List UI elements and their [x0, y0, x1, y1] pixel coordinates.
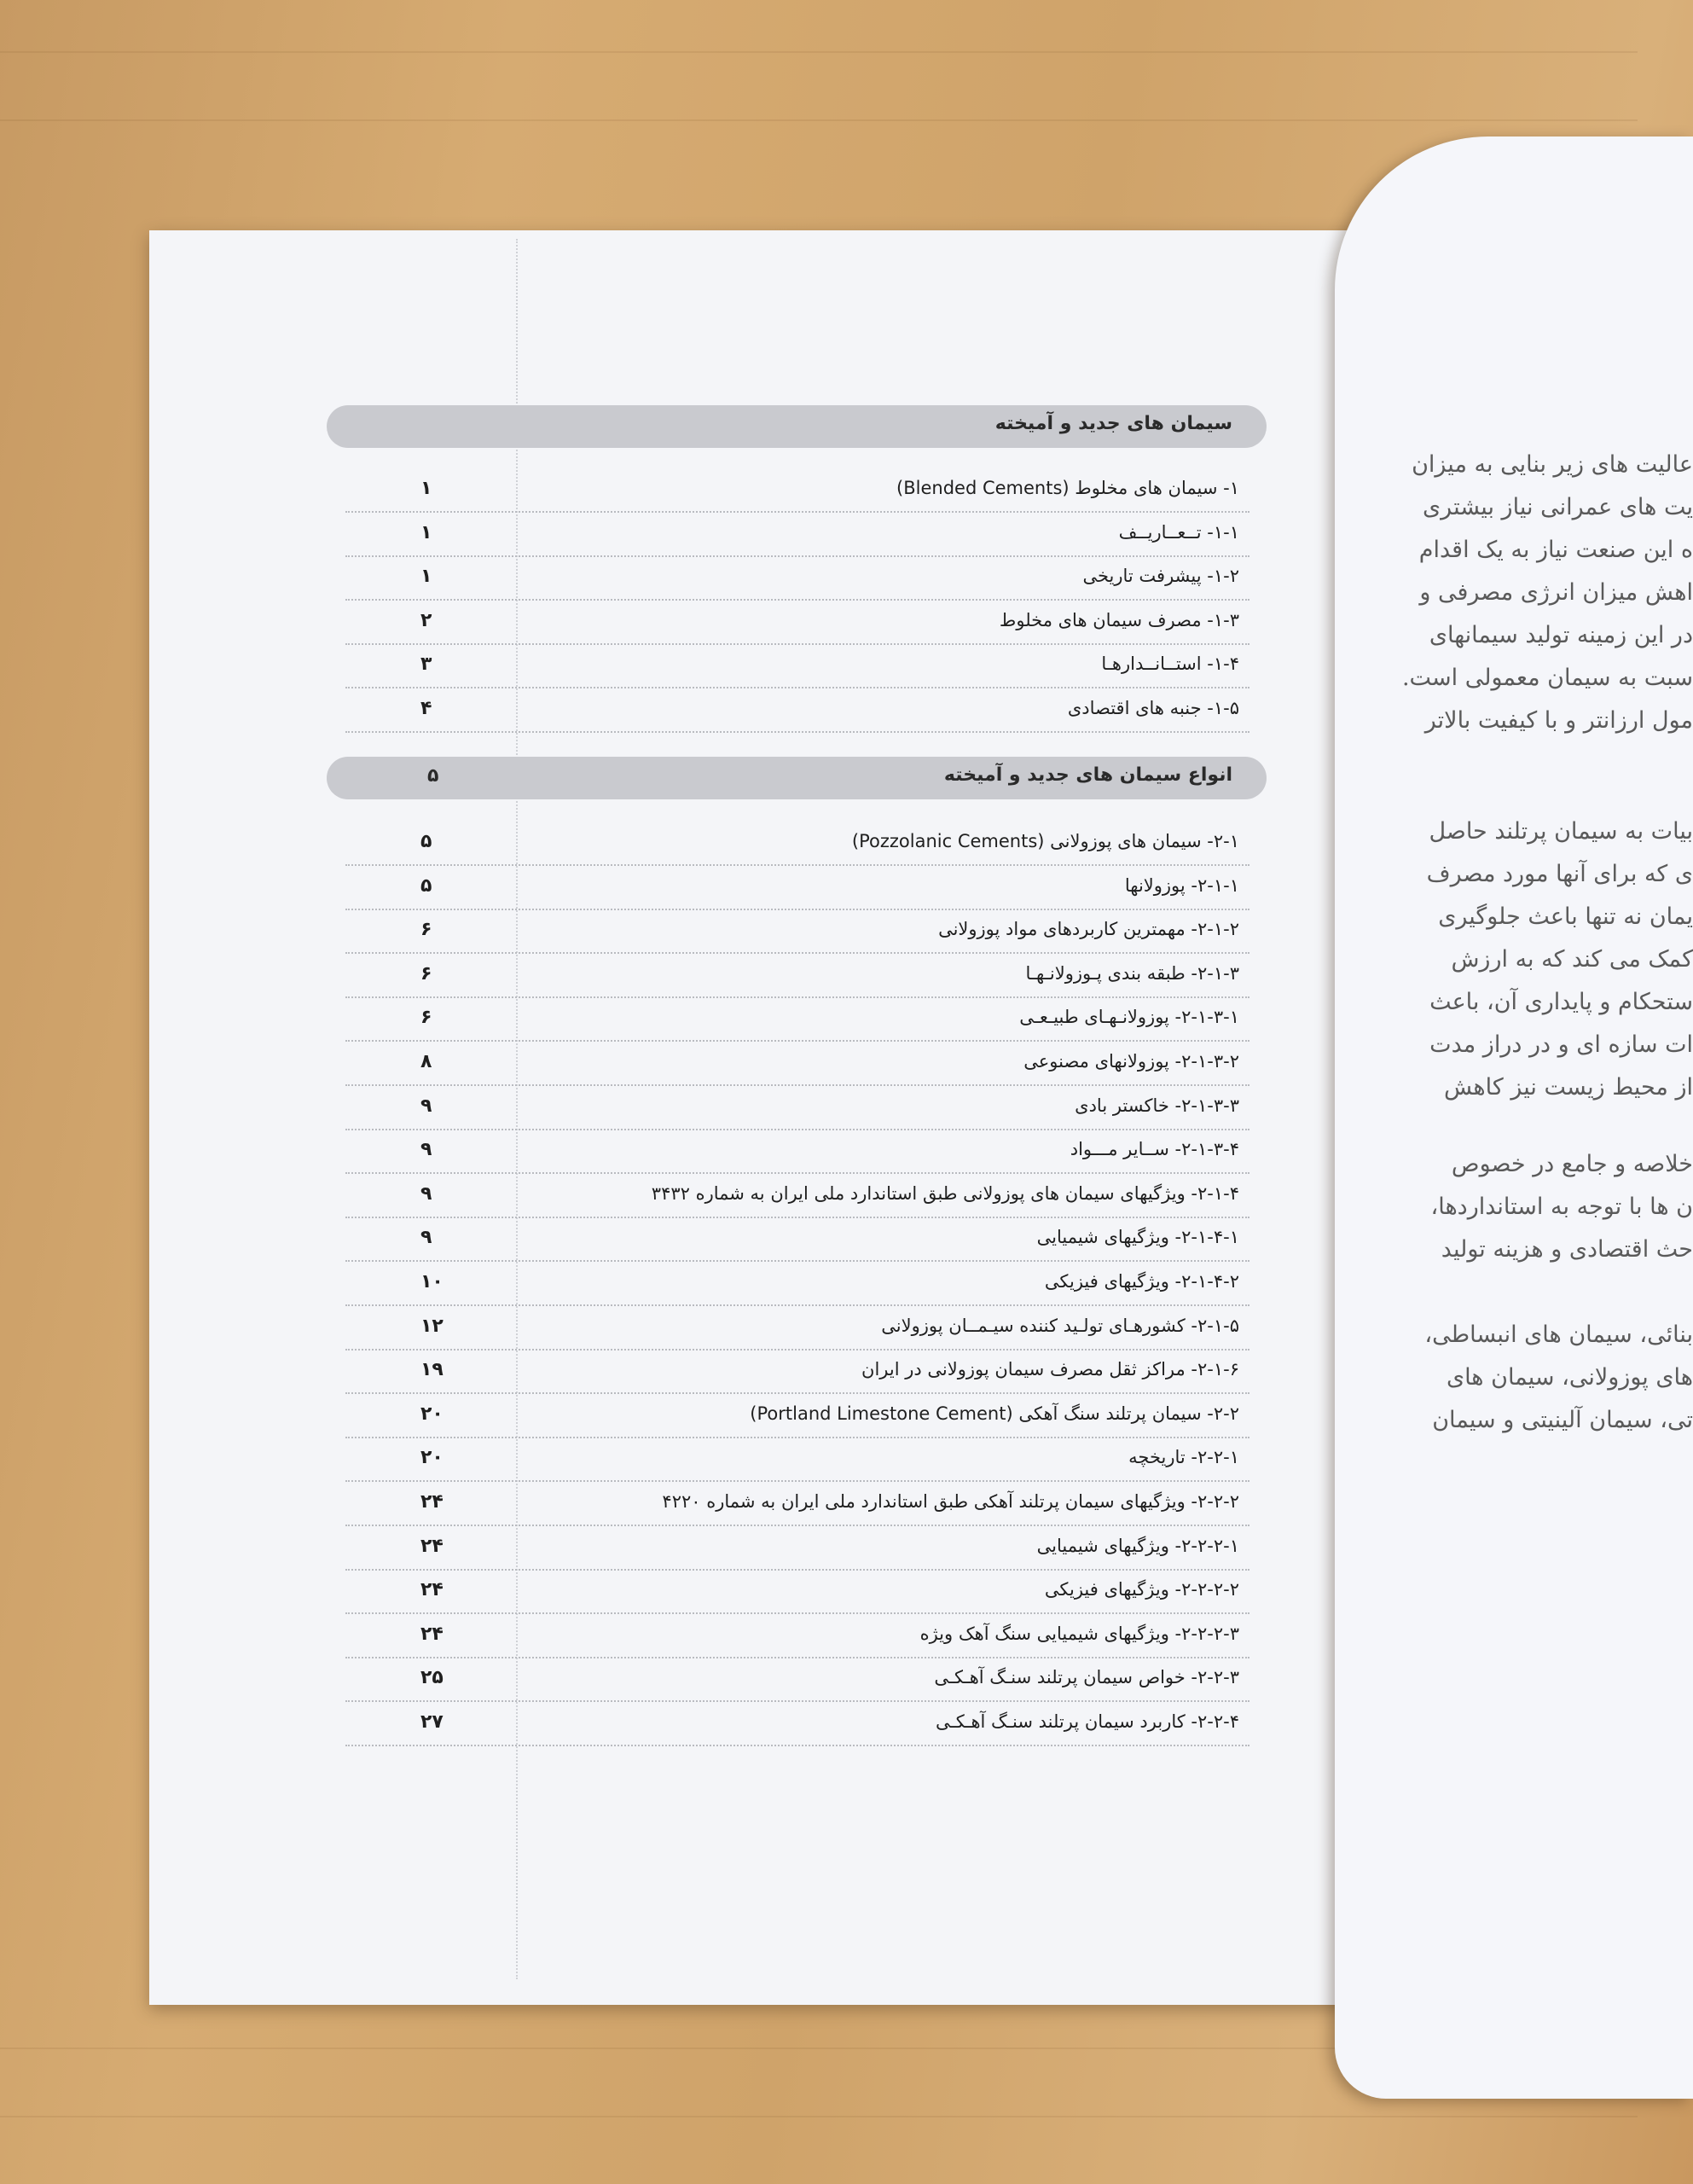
toc-entry-page-number: ۱۹: [420, 1359, 444, 1381]
facing-page-line: یمان نه تنها باعث جلوگیری: [1438, 903, 1693, 930]
toc-entry-page-number: ۲۰: [420, 1403, 444, 1425]
toc-entry-title: ۲-۲-۲- ویژگیهای سیمان پرتلند آهکی طبق استاندارد ملی ایران به شماره ۴۲۲۰: [662, 1491, 1239, 1512]
facing-page-line: بنائی، سیمان های انبساطی،: [1424, 1321, 1693, 1348]
facing-page-line: مول ارزانتر و با کیفیت بالاتر: [1424, 707, 1693, 734]
facing-page-line: حث اقتصادی و هزینه تولید: [1441, 1236, 1693, 1263]
toc-entry[interactable]: [345, 468, 1249, 513]
section-page-number: ۵: [427, 765, 439, 787]
toc-entry-title: ۲-۱-۳-۱- پوزولانـهـای طبیـعـی: [1019, 1007, 1239, 1028]
section-title: انواع سیمان های جدید و آمیخته: [943, 764, 1232, 786]
toc-entry-page-number: ۶: [420, 919, 432, 941]
facing-page-line: یت های عمرانی نیاز بیشتری: [1423, 494, 1693, 520]
toc-entry-page-number: ۱۲: [420, 1315, 444, 1337]
toc-entry[interactable]: [345, 1349, 1249, 1394]
toc-entry-page-number: ۲۴: [420, 1579, 444, 1601]
toc-entry-page-number: ۴: [420, 698, 432, 719]
toc-entry-title: ۲-۱-۳-۴- ســایر مـــواد: [1070, 1139, 1239, 1160]
facing-page-line: در این زمینه تولید سیمانهای: [1429, 622, 1693, 648]
toc-entry-page-number: ۹: [420, 1227, 432, 1249]
toc-entry-title: ۲-۲-۱- تاریخچه: [1128, 1447, 1239, 1468]
toc-entry[interactable]: [345, 1393, 1249, 1438]
facing-page-line: ات سازه ای و در دراز مدت: [1429, 1031, 1693, 1058]
facing-page-line: از محیط زیست نیز کاهش: [1444, 1074, 1693, 1101]
toc-entry-title: ۲-۱-۵- کشورهـای تولـید کننده سیـمــان پوزولانی: [881, 1315, 1239, 1336]
toc-entry[interactable]: [345, 1129, 1249, 1174]
toc-entry[interactable]: [345, 1701, 1249, 1746]
toc-entry[interactable]: [345, 953, 1249, 998]
toc-entry[interactable]: [345, 1305, 1249, 1350]
toc-entry-page-number: ۶: [420, 962, 432, 985]
toc-entry[interactable]: [345, 600, 1249, 645]
toc-entry-title: ۲-۲-۲-۳- ویژگیهای شیمیایی سنگ آهک ویژه: [919, 1623, 1239, 1644]
toc-entry-page-number: ۲۵: [420, 1667, 444, 1689]
toc-entry-title: ۲-۱-۴-۱- ویژگیهای شیمیایی: [1036, 1227, 1239, 1248]
toc-entry-page-number: ۵: [420, 831, 432, 852]
facing-page-line: تی، سیمان آلینیتی و سیمان: [1432, 1407, 1693, 1433]
toc-entry-title: ۲-۲-۴- کاربرد سیمان پرتلند سنـگ آهـکـی: [936, 1711, 1239, 1732]
toc-entry-page-number: ۶: [420, 1007, 432, 1029]
toc-entry-title: ۱- سیمان های مخلوط (Blended Cements): [896, 478, 1239, 498]
section-header: [327, 405, 1267, 448]
wood-grain: [0, 51, 1638, 53]
toc-entry-title: ۲-۱-۴- ویژگیهای سیمان های پوزولانی طبق استاندارد ملی ایران به شماره ۳۴۳۲: [651, 1182, 1239, 1204]
toc-entry-title: ۲-۲-۳- خواص سیمان پرتلند سنـگ آهـکـی: [934, 1667, 1239, 1688]
section-header: [327, 757, 1267, 799]
facing-page: [1335, 136, 1693, 2099]
toc-entry[interactable]: [345, 1437, 1249, 1482]
facing-paragraph-1: [1386, 444, 1693, 742]
toc-entry[interactable]: [345, 909, 1249, 954]
toc-entry-title: ۱-۳- مصرف سیمان های مخلوط: [999, 609, 1239, 630]
toc-entry-title: ۲-۱-۳- طبقه بندی پـوزولانـهـا: [1025, 962, 1239, 984]
toc-entry-page-number: ۲۰: [420, 1447, 444, 1469]
toc-entry-title: ۱-۵- جنبه های اقتصادی: [1067, 698, 1239, 718]
facing-page-line: خلاصه و جامع در خصوص: [1451, 1151, 1693, 1177]
toc-entry[interactable]: [345, 1569, 1249, 1614]
facing-page-line: اهش میزان انرژی مصرفی و: [1419, 579, 1693, 606]
toc-entry[interactable]: [345, 688, 1249, 733]
facing-paragraph-2: [1386, 810, 1693, 1109]
toc-entry[interactable]: [345, 555, 1249, 601]
toc-entry-page-number: ۲۴: [420, 1491, 444, 1513]
facing-page-line: سبت به سیمان معمولی است.: [1401, 665, 1693, 691]
facing-page-line: ه این صنعت نیاز به یک اقدام: [1418, 537, 1693, 563]
toc-entry-page-number: ۲۷: [420, 1711, 444, 1733]
toc-entry[interactable]: [345, 1217, 1249, 1262]
toc-entry[interactable]: [345, 512, 1249, 557]
toc-entry-page-number: ۱: [420, 478, 432, 499]
facing-page-line: ن ها با توجه به استانداردها،: [1430, 1194, 1693, 1220]
toc-entry[interactable]: [345, 1481, 1249, 1526]
toc-entry-title: ۲-۲-۲-۲- ویژگیهای فیزیکی: [1044, 1579, 1239, 1600]
toc-entry-page-number: ۵: [420, 874, 432, 897]
toc-entry-page-number: ۸: [420, 1051, 432, 1072]
toc-entry-title: ۲-۱- سیمان های پوزولانی (Pozzolanic Cements): [851, 831, 1239, 851]
toc-entry-title: ۱-۲- پیشرفت تاریخی: [1082, 566, 1239, 587]
toc-entry-title: ۲-۱-۴-۲- ویژگیهای فیزیکی: [1044, 1271, 1239, 1292]
toc-entry[interactable]: [345, 1261, 1249, 1306]
facing-page-line: ی که برای آنها مورد مصرف: [1426, 861, 1693, 887]
toc-entry[interactable]: [345, 996, 1249, 1042]
toc-entry-page-number: ۹: [420, 1182, 432, 1205]
toc-entry-title: ۲-۱-۱- پوزولانها: [1124, 874, 1239, 896]
facing-page-line: های پوزولانی، سیمان های: [1446, 1364, 1693, 1391]
toc-entry-page-number: ۳: [420, 653, 432, 676]
toc-entry-page-number: ۱۰: [420, 1271, 444, 1292]
toc-entry-page-number: ۲۴: [420, 1623, 444, 1645]
toc-entry[interactable]: [345, 865, 1249, 910]
facing-paragraph-4: [1386, 1314, 1693, 1442]
toc-entry[interactable]: [345, 1613, 1249, 1658]
toc-entry-title: ۲-۲-۲-۱- ویژگیهای شیمیایی: [1036, 1535, 1239, 1556]
toc-entry-title: ۱-۱- تــعــاریــف: [1118, 521, 1239, 543]
toc-entry[interactable]: [345, 1041, 1249, 1086]
toc-entry-page-number: ۱: [420, 521, 432, 543]
toc-entry-title: ۲-۲- سیمان پرتلند سنگ آهکی (Portland Limestone Cement): [750, 1403, 1239, 1424]
toc-entry-title: ۲-۱-۳-۳- خاکستر بادی: [1075, 1095, 1239, 1116]
toc-entry-title: ۲-۱-۶- مراکز ثقل مصرف سیمان پوزولانی در ایران: [861, 1359, 1239, 1380]
toc-entry[interactable]: [345, 1085, 1249, 1130]
toc-entry[interactable]: [345, 1173, 1249, 1218]
toc-entry-title: ۲-۱-۲- مهمترین کاربردهای مواد پوزولانی: [938, 919, 1239, 940]
facing-page-line: عالیت های زیر بنایی به میزان: [1412, 451, 1693, 478]
wood-grain: [0, 119, 1638, 121]
toc-entry-page-number: ۱: [420, 566, 432, 588]
facing-paragraph-3: [1386, 1143, 1693, 1271]
toc-entry-title: ۲-۱-۳-۲- پوزولانهای مصنوعی: [1023, 1051, 1239, 1072]
facing-page-line: بیات به سیمان پرتلند حاصل: [1429, 818, 1693, 845]
toc-entry[interactable]: [345, 643, 1249, 688]
toc-entry-page-number: ۹: [420, 1095, 432, 1117]
facing-page-line: ستحکام و پایداری آن، باعث: [1429, 989, 1693, 1015]
toc-entry[interactable]: [345, 1525, 1249, 1571]
toc-entry-page-number: ۲۴: [420, 1535, 444, 1557]
wood-grain: [0, 2116, 1638, 2117]
toc-entry[interactable]: [345, 1657, 1249, 1702]
section-title: سیمان های جدید و آمیخته: [994, 413, 1232, 434]
toc-entry-title: ۱-۴- استــانــدارهـا: [1101, 653, 1239, 675]
toc-entry-page-number: ۲: [420, 609, 432, 631]
toc-entry-page-number: ۹: [420, 1139, 432, 1161]
toc-entry[interactable]: [345, 821, 1249, 866]
facing-page-line: کمک می کند که به ارزش: [1451, 946, 1693, 973]
